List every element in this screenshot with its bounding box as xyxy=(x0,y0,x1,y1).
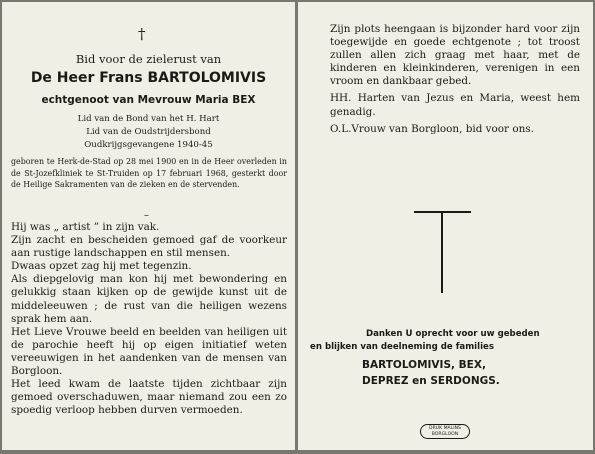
closing-paragraph: HH. Harten van Jezus en Maria, weest hem genadig. xyxy=(330,92,580,118)
tribute-line: Het Lieve Vrouwe beeld en beelden van heiligen uit de parochie heeft hij op eigen initiatief weten vereeuwigen in het aandenken van de mensen van Borgloon. xyxy=(11,325,287,378)
biography-text: geboren te Herk-de-Stad op 28 mei 1900 en in de Heer overleden in de St-Jozefkliniek te St-Truiden op 17 februari 1968, gesterkt door de Heilige Sakramenten van de zieken en de stervenden. xyxy=(11,157,287,190)
affiliation-1: Lid van de Bond van het H. Hart xyxy=(77,114,220,124)
spouse-line: echtgenoot van Mevrouw Maria BEX xyxy=(41,94,256,106)
cross-horizontal-bar xyxy=(414,211,471,213)
printer-stamp xyxy=(420,424,470,439)
tribute-line: Zijn zacht en bescheiden gemoed gaf de voorkeur aan rustige landschappen en stil mensen. xyxy=(11,234,287,260)
thanks-line-2: en blijken van deelneming de families xyxy=(310,342,494,352)
section-divider: – xyxy=(144,210,149,221)
small-cross-icon: † xyxy=(138,25,146,43)
prayer-heading: Bid voor de zielerust van xyxy=(75,52,222,66)
printer-town: BORGLOON xyxy=(431,431,459,437)
left-card xyxy=(2,2,295,450)
tribute-line: Als diepgelovig man kon hij met bewondering en gelukkig staan kijken op de gewijde kunst uit de middeleeuwen ; de rust van die heiligen wezens sprak hem aan. xyxy=(11,273,287,325)
families-line-1: BARTOLOMIVIS, BEX, xyxy=(362,359,486,371)
affiliation-2: Lid van de Oudstrijdersbond xyxy=(86,127,211,137)
deceased-name: De Heer Frans BARTOLOMIVIS xyxy=(30,70,267,86)
printer-name: DRUK MALINS xyxy=(429,426,461,431)
closing-text xyxy=(330,23,580,136)
right-card xyxy=(298,2,593,450)
tribute-line: Hij was „ artist ” in zijn vak. xyxy=(11,221,160,233)
families-line-2: DEPREZ en SERDONGS. xyxy=(362,375,500,387)
tribute-line: Het leed kwam de laatste tijden zichtbaar zijn gemoed overschaduwen, maar niemand zou een zo spoedig verloop hebben durven vermoeden. xyxy=(11,378,287,417)
cross-vertical-bar xyxy=(441,211,443,293)
tribute-text xyxy=(11,221,287,417)
closing-paragraph: Zijn plots heengaan is bijzonder hard voor zijn toegewijde en goede echtgenote ; tot troost zullen allen zich graag met haar, met de kinderen en kleinkinderen, verenigen in een vroom en dankbaar gebed. xyxy=(330,23,580,88)
tribute-line: Dwaas opzet zag hij met tegenzin. xyxy=(11,260,192,273)
affiliation-3: Oudkrijgsgevangene 1940-45 xyxy=(84,140,213,150)
closing-paragraph: O.L.Vrouw van Borgloon, bid voor ons. xyxy=(330,122,534,135)
thanks-line-1: Danken U oprecht voor uw gebeden xyxy=(366,329,540,339)
large-cross-icon xyxy=(414,211,471,293)
